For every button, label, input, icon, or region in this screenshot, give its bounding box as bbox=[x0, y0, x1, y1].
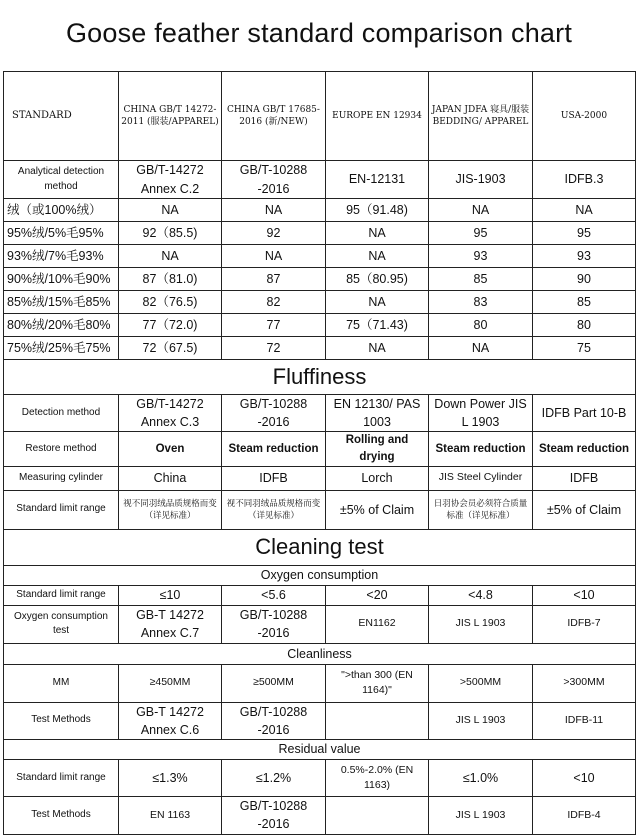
table-cell: IDFB Part 10-B bbox=[533, 395, 636, 432]
table-cell: 82 bbox=[222, 291, 326, 314]
header-china-14272: CHINA GB/T 14272-2011 (服装/APPAREL) bbox=[119, 72, 222, 161]
row-label: Standard limit range bbox=[4, 585, 119, 605]
table-cell: IDFB-11 bbox=[533, 702, 636, 739]
table-cell: 95（91.48) bbox=[326, 199, 429, 222]
table-cell: EN-12131 bbox=[326, 161, 429, 199]
table-cell bbox=[326, 702, 429, 739]
header-japan: JAPAN JDFA 寝具/服装 BEDDING/ APPAREL bbox=[429, 72, 533, 161]
table-cell: JIS L 1903 bbox=[429, 796, 533, 834]
table-row bbox=[4, 759, 636, 796]
table-cell: <20 bbox=[326, 585, 429, 605]
table-row bbox=[4, 664, 636, 702]
table-cell: Lorch bbox=[326, 466, 429, 490]
table-row bbox=[4, 245, 636, 268]
table-cell: NA bbox=[222, 199, 326, 222]
subsection-row bbox=[4, 643, 636, 664]
table-cell: NA bbox=[429, 199, 533, 222]
table-cell: <5.6 bbox=[222, 585, 326, 605]
row-label: Test Methods bbox=[4, 796, 119, 834]
table-cell: ≤10 bbox=[119, 585, 222, 605]
row-label: Measuring cylinder bbox=[4, 466, 119, 490]
subsection-heading-oxygen: Oxygen consumption bbox=[4, 565, 636, 585]
table-cell: IDFB.3 bbox=[533, 161, 636, 199]
table-cell: 85 bbox=[533, 291, 636, 314]
table-cell: ≥450MM bbox=[119, 664, 222, 702]
table-cell: GB/T-10288 -2016 bbox=[222, 605, 326, 643]
subsection-heading-cleanliness: Cleanliness bbox=[4, 643, 636, 664]
table-cell: ≥500MM bbox=[222, 664, 326, 702]
table-cell: 0.5%-2.0% (EN 1163) bbox=[326, 759, 429, 796]
row-label: 95%绒/5%毛95% bbox=[4, 222, 119, 245]
subsection-row bbox=[4, 739, 636, 759]
table-row bbox=[4, 395, 636, 432]
table-cell: 77 bbox=[222, 314, 326, 337]
row-label: MM bbox=[4, 664, 119, 702]
row-label: 75%绒/25%毛75% bbox=[4, 337, 119, 360]
table-cell: <10 bbox=[533, 759, 636, 796]
table-cell: IDFB-4 bbox=[533, 796, 636, 834]
table-cell: NA bbox=[119, 245, 222, 268]
table-cell: 92 bbox=[222, 222, 326, 245]
table-cell: GB/T-10288 -2016 bbox=[222, 395, 326, 432]
row-label: 85%绒/15%毛85% bbox=[4, 291, 119, 314]
table-cell: GB/T-10288 -2016 bbox=[222, 161, 326, 199]
table-cell: IDFB bbox=[533, 466, 636, 490]
table-cell: 75（71.43) bbox=[326, 314, 429, 337]
table-cell: ±5% of Claim bbox=[533, 490, 636, 529]
table-cell: 85（80.95) bbox=[326, 268, 429, 291]
table-cell: NA bbox=[119, 199, 222, 222]
row-label: Oxygen consumption test bbox=[4, 605, 119, 643]
table-row bbox=[4, 605, 636, 643]
row-label: Analytical detection method bbox=[4, 161, 119, 199]
table-cell: 视不同羽绒品质规格而变（详见标准） bbox=[119, 490, 222, 529]
table-cell: NA bbox=[222, 245, 326, 268]
table-cell bbox=[326, 796, 429, 834]
table-cell: 72（67.5) bbox=[119, 337, 222, 360]
header-standard: STANDARD bbox=[4, 72, 119, 161]
table-cell: 视不同羽绒品质规格而变（详见标准） bbox=[222, 490, 326, 529]
table-cell: 80 bbox=[533, 314, 636, 337]
table-cell: 日羽协会员必须符合质量标准（详见标准） bbox=[429, 490, 533, 529]
table-row bbox=[4, 291, 636, 314]
table-cell: 72 bbox=[222, 337, 326, 360]
table-cell: GB-T 14272 Annex C.6 bbox=[119, 702, 222, 739]
table-cell: 75 bbox=[533, 337, 636, 360]
table-cell: NA bbox=[326, 222, 429, 245]
table-cell: 92（85.5) bbox=[119, 222, 222, 245]
table-cell: GB/T-10288 -2016 bbox=[222, 796, 326, 834]
table-cell: NA bbox=[429, 337, 533, 360]
table-cell: IDFB-7 bbox=[533, 605, 636, 643]
table-cell: NA bbox=[326, 291, 429, 314]
table-cell: NA bbox=[533, 199, 636, 222]
table-row bbox=[4, 432, 636, 466]
row-label: 80%绒/20%毛80% bbox=[4, 314, 119, 337]
row-label: 90%绒/10%毛90% bbox=[4, 268, 119, 291]
table-cell: Oven bbox=[119, 432, 222, 466]
header-europe: EUROPE EN 12934 bbox=[326, 72, 429, 161]
table-cell: China bbox=[119, 466, 222, 490]
table-cell: ≤1.2% bbox=[222, 759, 326, 796]
header-china-17685: CHINA GB/T 17685-2016 (新/NEW) bbox=[222, 72, 326, 161]
table-cell: 90 bbox=[533, 268, 636, 291]
subsection-row bbox=[4, 565, 636, 585]
section-heading-fluffiness: Fluffiness bbox=[4, 360, 636, 395]
table-cell: Steam reduction bbox=[429, 432, 533, 466]
row-label: 93%绒/7%毛93% bbox=[4, 245, 119, 268]
table-cell: Down Power JIS L 1903 bbox=[429, 395, 533, 432]
table-cell: Steam reduction bbox=[533, 432, 636, 466]
table-cell: 77（72.0) bbox=[119, 314, 222, 337]
table-cell: EN1162 bbox=[326, 605, 429, 643]
table-cell: JIS L 1903 bbox=[429, 605, 533, 643]
table-cell: Steam reduction bbox=[222, 432, 326, 466]
table-row bbox=[4, 161, 636, 199]
table-cell: NA bbox=[326, 245, 429, 268]
table-cell: GB/T-14272 Annex C.3 bbox=[119, 395, 222, 432]
comparison-table bbox=[3, 71, 636, 835]
table-cell: Rolling and drying bbox=[326, 432, 429, 466]
table-cell: ≤1.0% bbox=[429, 759, 533, 796]
table-cell: IDFB bbox=[222, 466, 326, 490]
row-label: Detection method bbox=[4, 395, 119, 432]
section-row bbox=[4, 529, 636, 565]
section-row bbox=[4, 360, 636, 395]
table-cell: NA bbox=[326, 337, 429, 360]
table-cell: 83 bbox=[429, 291, 533, 314]
table-row bbox=[4, 314, 636, 337]
table-cell: JIS L 1903 bbox=[429, 702, 533, 739]
table-row bbox=[4, 222, 636, 245]
table-row bbox=[4, 199, 636, 222]
table-row bbox=[4, 466, 636, 490]
table-cell: 93 bbox=[429, 245, 533, 268]
page-title: Goose feather standard comparison chart bbox=[65, 18, 573, 48]
table-cell: ±5% of Claim bbox=[326, 490, 429, 529]
table-cell: GB/T-10288 -2016 bbox=[222, 702, 326, 739]
table-row bbox=[4, 702, 636, 739]
table-cell: >300MM bbox=[533, 664, 636, 702]
section-heading-cleaning: Cleaning test bbox=[4, 529, 636, 565]
header-usa: USA-2000 bbox=[533, 72, 636, 161]
table-cell: <4.8 bbox=[429, 585, 533, 605]
table-cell: ≤1.3% bbox=[119, 759, 222, 796]
row-label: Test Methods bbox=[4, 702, 119, 739]
table-cell: 95 bbox=[429, 222, 533, 245]
table-cell: JIS-1903 bbox=[429, 161, 533, 199]
row-label: Restore method bbox=[4, 432, 119, 466]
table-cell: <10 bbox=[533, 585, 636, 605]
table-cell: EN 1163 bbox=[119, 796, 222, 834]
table-cell: JIS Steel Cylinder bbox=[429, 466, 533, 490]
row-label: 绒（或100%绒） bbox=[4, 199, 119, 222]
row-label: Standard limit range bbox=[4, 759, 119, 796]
table-cell: 80 bbox=[429, 314, 533, 337]
table-cell: 93 bbox=[533, 245, 636, 268]
table-row bbox=[4, 337, 636, 360]
row-label: Standard limit range bbox=[4, 490, 119, 529]
table-row bbox=[4, 268, 636, 291]
table-cell: 82（76.5) bbox=[119, 291, 222, 314]
table-cell: ">than 300 (EN 1164)" bbox=[326, 664, 429, 702]
table-row bbox=[4, 796, 636, 834]
table-cell: 87 bbox=[222, 268, 326, 291]
table-cell: GB/T-14272 Annex C.2 bbox=[119, 161, 222, 199]
table-cell: EN 12130/ PAS 1003 bbox=[326, 395, 429, 432]
table-cell: 85 bbox=[429, 268, 533, 291]
table-cell: 95 bbox=[533, 222, 636, 245]
header-row bbox=[4, 72, 636, 161]
table-row bbox=[4, 585, 636, 605]
table-cell: 87（81.0) bbox=[119, 268, 222, 291]
subsection-heading-residual: Residual value bbox=[4, 739, 636, 759]
table-cell: GB-T 14272 Annex C.7 bbox=[119, 605, 222, 643]
table-cell: >500MM bbox=[429, 664, 533, 702]
table-row bbox=[4, 490, 636, 529]
